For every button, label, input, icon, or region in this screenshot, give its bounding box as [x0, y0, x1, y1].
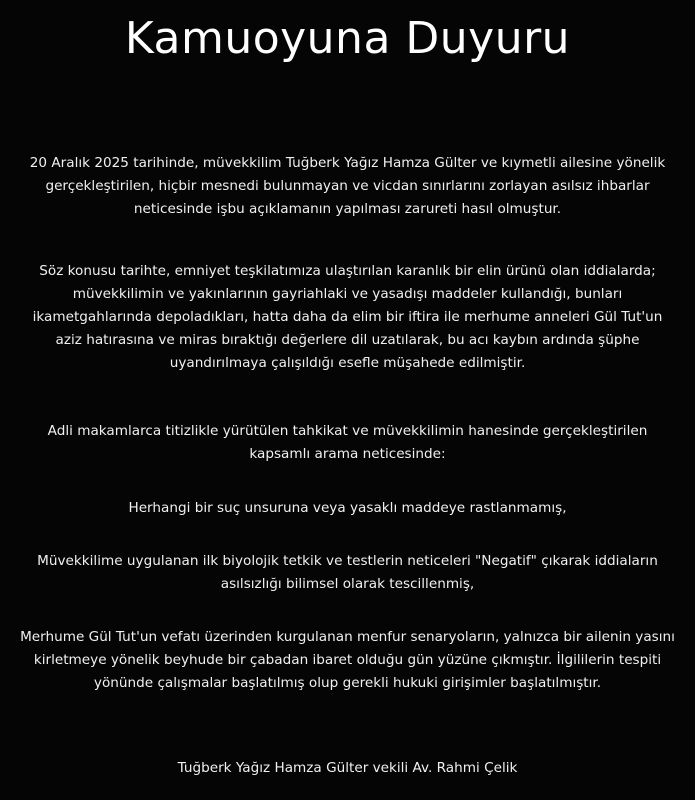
announcement-title: Kamuoyuna Duyuru — [124, 13, 571, 64]
paragraph-negative-tests: Müvekkilime uygulanan ilk biyolojik tetkik ve testlerin neticeleri "Negatif" çıkarak iddiaların asılsızlığı bilimsel olarak tescillenmiş, — [37, 553, 658, 592]
paragraph-investigation: Adli makamlarca titizlikle yürütülen tahkikat ve müvekkilimin hanesinde gerçekleştirilen kapsamlı arama neticesinde: — [47, 423, 648, 462]
signature-line: Tuğberk Yağız Hamza Gülter vekili Av. Rahmi Çelik — [177, 760, 518, 776]
paragraph-no-crime-found: Herhangi bir suç unsuruna veya yasaklı maddeye rastlanmamış, — [128, 500, 567, 516]
paragraph-conclusion: Merhume Gül Tut'un vefatı üzerinden kurgulanan menfur senaryoların, yalnızca bir ailenin yasını kirletmeye yönelik beyhude bir çabadan ibaret olduğu gün yüzüne çıkmıştır. İlgililerin tespiti yönünde çalışmalar başlatılmış olup gerekli hukuki girişimler başlatılmıştır. — [20, 629, 675, 691]
paragraph-allegations: Söz konusu tarihte, emniyet teşkilatımıza ulaştırılan karanlık bir elin ürünü olan iddialarda; müvekkilimin ve yakınlarının gayriahlaki ve yasadışı maddeler kullandığı, bunları ikametgahlarında depoladıkları, hatta daha da elim bir iftira ile merhume anneleri Gül Tut'un aziz hatırasına ve miras bıraktığı değerlere dil uzatılarak, bu acı kaybın ardında şüphe uyandırılmaya çalışıldığı esefle müşahede edilmiştir. — [32, 263, 663, 371]
paragraph-incident-date: 20 Aralık 2025 tarihinde, müvekkilim Tuğberk Yağız Hamza Gülter ve kıymetli ailesine yönelik gerçekleştirilen, hiçbir mesnedi bulunmayan ve vicdan sınırlarını zorlayan asılsız ihbarlar neticesinde işbu açıklamanın yapılması zarureti hasıl olmuştur. — [29, 155, 666, 217]
